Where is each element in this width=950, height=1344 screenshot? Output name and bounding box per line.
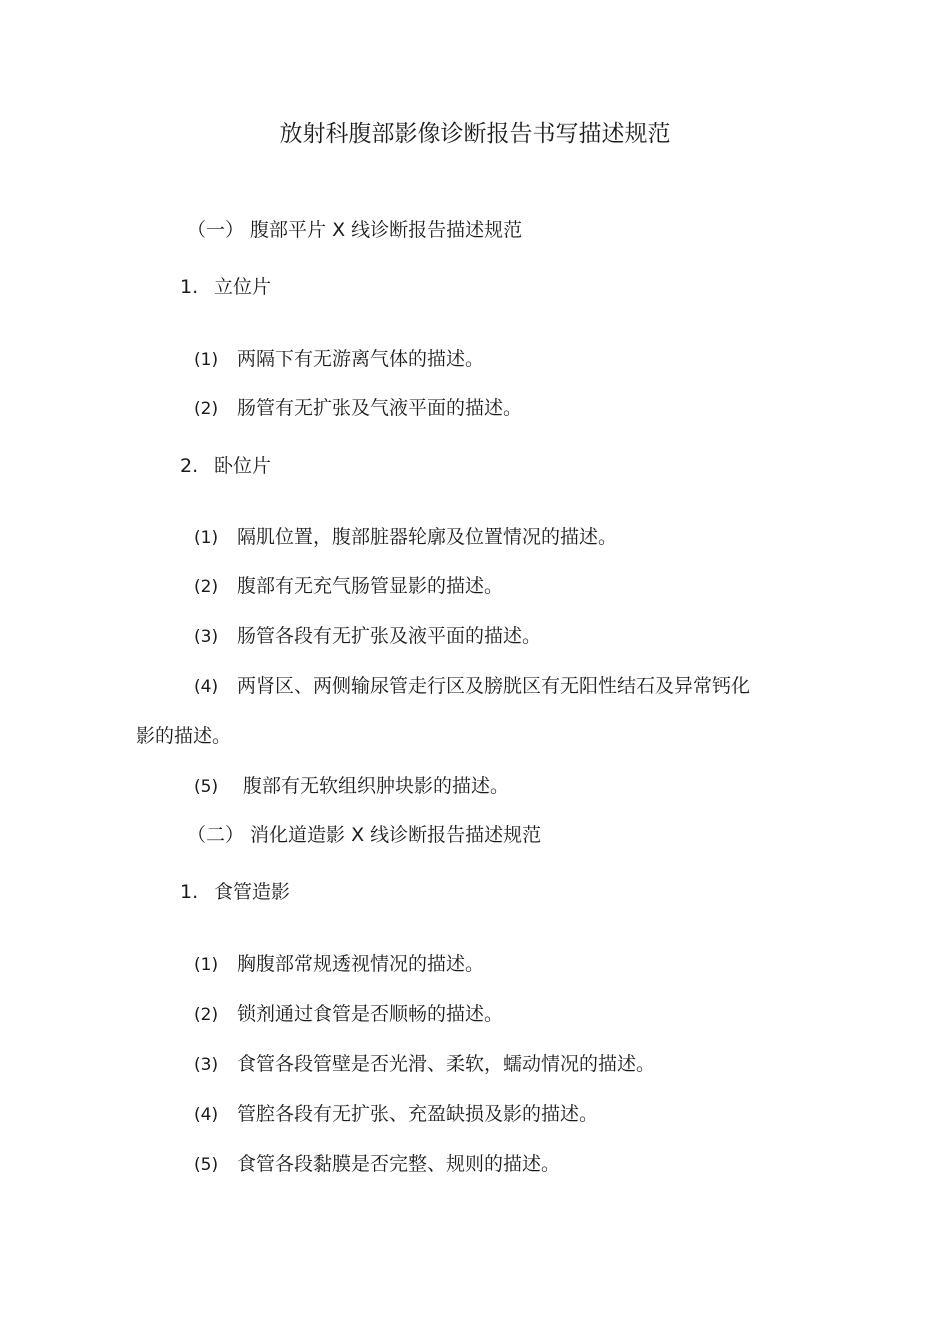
list-item (194, 525, 617, 550)
item-number: (3) (194, 627, 219, 647)
list-item (194, 774, 509, 799)
item-text: 胸腹部常规透视情况的描述。 (237, 953, 485, 975)
item-text: 两隔下有无游离气体的描述。 (237, 348, 485, 370)
item-text: 肠管有无扩张及气液平面的描述。 (237, 397, 523, 419)
subsection-label: 立位片 (214, 276, 272, 298)
item-number: (1) (194, 528, 219, 548)
subsection-number: 1. (180, 881, 199, 903)
item-number: (5) (194, 1155, 219, 1175)
item-number: (5) (194, 777, 219, 797)
subsection-label: 食管造影 (214, 881, 291, 903)
item-number: (1) (194, 350, 219, 370)
page-title: 放射科腹部影像诊断报告书写描述规范 (279, 121, 671, 147)
item-number: (2) (194, 1005, 219, 1025)
list-item (194, 1152, 560, 1177)
item-number: (2) (194, 577, 219, 597)
item-text: 肠管各段有无扩张及液平面的描述。 (237, 625, 542, 647)
item-number: (1) (194, 955, 219, 975)
list-item (194, 1052, 655, 1077)
list-item (194, 624, 541, 649)
section-heading-1: （一） 腹部平片 X 线诊断报告描述规范 (187, 219, 523, 241)
item-text: 锁剂通过食管是否顺畅的描述。 (237, 1003, 504, 1025)
list-item (194, 952, 484, 977)
list-item (194, 574, 503, 599)
item-number: (4) (194, 1105, 219, 1125)
subsection-label: 卧位片 (214, 455, 272, 477)
subsection-number: 1. (180, 276, 199, 298)
item-text: 隔肌位置，腹部脏器轮廓及位置情况的描述。 (237, 526, 618, 548)
list-item (194, 396, 522, 421)
item-number: (3) (194, 1055, 219, 1075)
item-text: 两肾区、两侧输尿管走行区及膀胱区有无阳性结石及异常钙化 (237, 675, 751, 697)
subsection-number: 2. (180, 455, 199, 477)
item-number: (4) (194, 677, 219, 697)
subsection-heading (180, 275, 271, 299)
list-item (194, 1102, 598, 1127)
item-text: 食管各段黏膜是否完整、规则的描述。 (237, 1153, 561, 1175)
list-item (194, 674, 750, 699)
list-item (194, 1002, 503, 1027)
item-text: 管腔各段有无扩张、充盈缺损及影的描述。 (237, 1103, 599, 1125)
list-item-continuation: 影的描述。 (136, 725, 232, 747)
section-heading-2: （二） 消化道造影 X 线诊断报告描述规范 (187, 824, 542, 846)
list-item (194, 347, 484, 372)
subsection-heading (180, 880, 290, 904)
item-text: 食管各段管壁是否光滑、柔软，蠕动情况的描述。 (237, 1053, 656, 1075)
item-number: (2) (194, 399, 219, 419)
item-text: 腹部有无软组织肿块影的描述。 (237, 775, 510, 797)
subsection-heading (180, 454, 271, 478)
item-text: 腹部有无充气肠管显影的描述。 (237, 575, 504, 597)
